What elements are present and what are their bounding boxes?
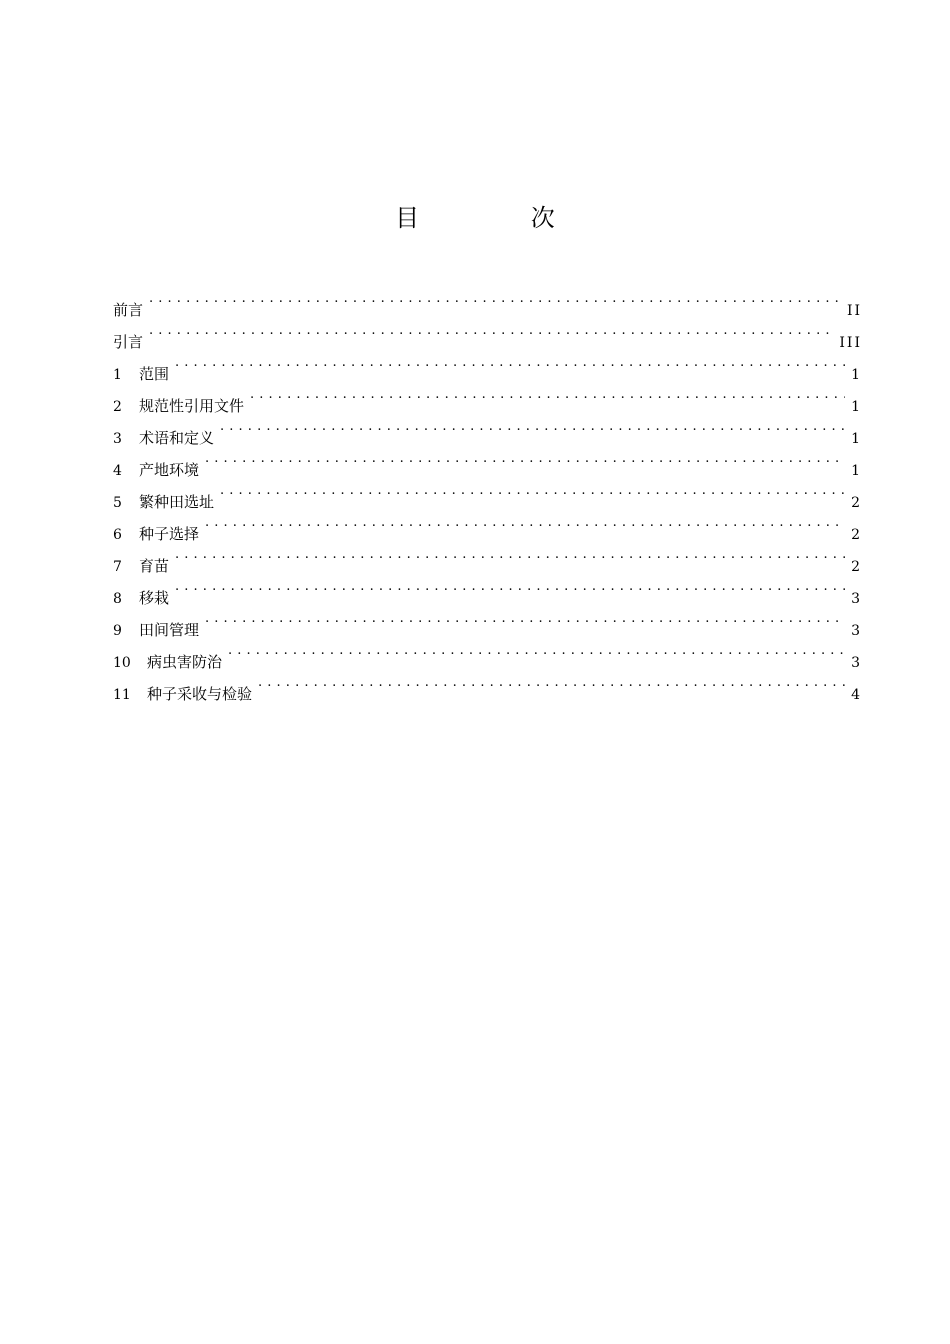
toc-entry-label: 繁种田选址 bbox=[139, 493, 215, 511]
toc-entry-label: 种子选择 bbox=[139, 525, 200, 543]
toc-entry-page: 3 bbox=[851, 655, 862, 671]
toc-entry-1[interactable] bbox=[113, 347, 862, 383]
toc-entry-label: 术语和定义 bbox=[139, 429, 215, 447]
toc-entry-page: 2 bbox=[851, 527, 862, 543]
toc-entry-number: 8 bbox=[113, 591, 122, 607]
toc-leader-dots bbox=[250, 379, 845, 411]
toc-entry-number: 3 bbox=[113, 431, 122, 447]
toc-entry-page: II bbox=[846, 303, 862, 319]
toc-entry-2[interactable] bbox=[113, 379, 862, 415]
toc-entry-11[interactable] bbox=[113, 667, 862, 703]
toc-leader-dots bbox=[205, 603, 845, 635]
toc-entry-number: 7 bbox=[113, 559, 122, 575]
toc-entry-label: 病虫害防治 bbox=[147, 653, 223, 671]
toc-leader-dots bbox=[220, 475, 845, 507]
toc-entry-number: 4 bbox=[113, 463, 122, 479]
toc-entry-label: 种子采收与检验 bbox=[147, 685, 253, 703]
toc-entry-page: 1 bbox=[851, 399, 862, 415]
toc-entry-label: 产地环境 bbox=[139, 461, 200, 479]
toc-entry-page: 3 bbox=[851, 591, 862, 607]
toc-entry-number: 6 bbox=[113, 527, 122, 543]
toc-entry-number: 1 bbox=[113, 367, 122, 383]
toc-entry-foreword[interactable] bbox=[113, 283, 862, 319]
toc-leader-dots bbox=[175, 539, 845, 571]
toc-entry-page: 2 bbox=[851, 559, 862, 575]
toc-entry-introduction[interactable] bbox=[113, 315, 862, 351]
toc-entry-page: 4 bbox=[851, 687, 862, 703]
toc-title: 目 次 bbox=[395, 204, 607, 232]
toc-entry-page: III bbox=[839, 335, 862, 351]
toc-entry-10[interactable] bbox=[113, 635, 862, 671]
toc-entry-page: 1 bbox=[851, 463, 862, 479]
toc-entry-number: 10 bbox=[113, 655, 131, 671]
toc-entry-label: 规范性引用文件 bbox=[139, 397, 245, 415]
toc-leader-dots bbox=[175, 347, 845, 379]
toc-entry-label: 范围 bbox=[139, 365, 170, 383]
toc-list bbox=[113, 283, 862, 703]
toc-leader-dots bbox=[205, 507, 845, 539]
toc-entry-number: 2 bbox=[113, 399, 122, 415]
toc-entry-9[interactable] bbox=[113, 603, 862, 639]
toc-entry-label: 田间管理 bbox=[139, 621, 200, 639]
toc-entry-8[interactable] bbox=[113, 571, 862, 607]
toc-entry-number: 5 bbox=[113, 495, 122, 511]
toc-entry-number: 11 bbox=[113, 687, 131, 703]
toc-leader-dots bbox=[258, 667, 845, 699]
toc-entry-label: 引言 bbox=[113, 333, 144, 351]
toc-entry-5[interactable] bbox=[113, 475, 862, 511]
toc-entry-label: 前言 bbox=[113, 301, 144, 319]
toc-entry-4[interactable] bbox=[113, 443, 862, 479]
toc-entry-number: 9 bbox=[113, 623, 122, 639]
toc-entry-page: 2 bbox=[851, 495, 862, 511]
toc-leader-dots bbox=[149, 283, 841, 315]
toc-entry-label: 育苗 bbox=[139, 557, 170, 575]
toc-entry-page: 1 bbox=[851, 367, 862, 383]
toc-leader-dots bbox=[175, 571, 845, 603]
toc-entry-page: 3 bbox=[851, 623, 862, 639]
toc-leader-dots bbox=[149, 315, 833, 347]
toc-entry-6[interactable] bbox=[113, 507, 862, 543]
toc-entry-7[interactable] bbox=[113, 539, 862, 575]
toc-leader-dots bbox=[228, 635, 845, 667]
toc-leader-dots bbox=[205, 443, 845, 475]
toc-leader-dots bbox=[220, 411, 845, 443]
toc-entry-3[interactable] bbox=[113, 411, 862, 447]
toc-entry-label: 移栽 bbox=[139, 589, 170, 607]
toc-entry-page: 1 bbox=[851, 431, 862, 447]
